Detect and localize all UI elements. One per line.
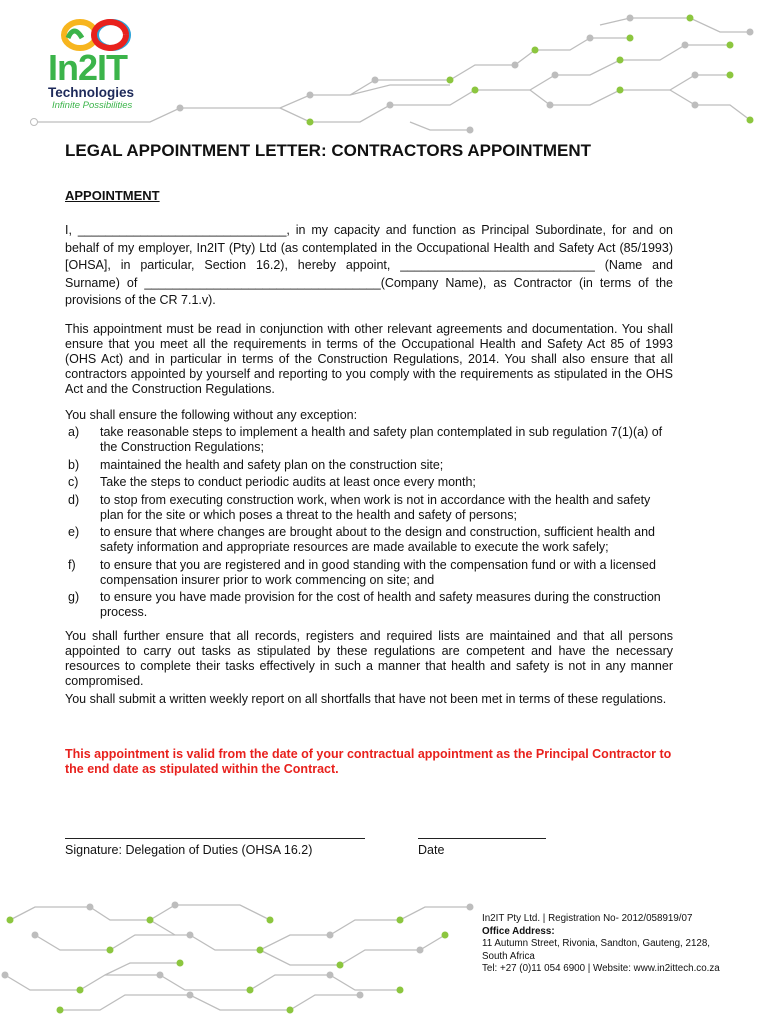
requirements-list: [65, 425, 673, 623]
list-item: [65, 493, 673, 523]
list-item: [65, 525, 673, 555]
list-item-text: to stop from executing construction work, when work is not in accordance with the health and safety plan for the site or which poses a threat to the health and safety of persons;: [100, 492, 651, 522]
list-item-text: to ensure that you are registered and in good standing with the compensation fund or with a licensed compensation insurer prior to work commencing on site; and: [100, 557, 656, 587]
list-item: [65, 475, 673, 490]
list-item-label: d): [68, 492, 80, 507]
signature-label: Signature: Delegation of Duties (OHSA 16.2): [65, 843, 313, 857]
list-item-label: a): [68, 425, 80, 439]
weekly-report-paragraph: You shall submit a written weekly report on all shortfalls that have not been met in terms of these regulations.: [65, 692, 667, 706]
list-item-label: g): [68, 590, 80, 604]
records-paragraph: You shall further ensure that all records, registers and required lists are maintained and that all persons appointed to carry out tasks as stipulated by these regulations are competent and have the necessary resources to complete their tasks effectively in such a manner that health and safety is not in any manner compromised.: [65, 629, 673, 688]
list-item: [65, 425, 673, 455]
list-item: [65, 458, 673, 473]
circuit-decoration-bottom: [0, 895, 480, 1024]
appointment-heading: APPOINTMENT: [65, 188, 160, 203]
list-item-label: e): [68, 525, 80, 539]
company-logo: [30, 18, 170, 130]
logo-tagline: Infinite Possibilities: [52, 100, 133, 111]
footer-registration: In2IT Pty Ltd. | Registration No- 2012/058919/07: [482, 913, 693, 924]
document-title: LEGAL APPOINTMENT LETTER: CONTRACTORS APPOINTMENT: [65, 141, 592, 160]
validity-notice: This appointment is valid from the date of your contractual appointment as the Principal Contractor to the end date as stipulated within the Contract.: [65, 747, 672, 776]
footer-contact: Tel: +27 (0)11 054 6900 | Website: www.in2ittech.co.za: [482, 963, 720, 974]
list-item-text: to ensure that where changes are brought about to the design and construction, sufficient health and safety information and appropriate resources are made available to execute the work safely;: [100, 525, 656, 554]
requirements-intro: You shall ensure the following without any exception:: [65, 408, 358, 422]
list-item-text: maintained the health and safety plan on the construction site;: [100, 457, 444, 472]
list-item-text: Take the steps to conduct periodic audits at least once every month;: [100, 475, 476, 489]
list-item-label: f): [68, 557, 76, 572]
date-line: [418, 838, 546, 839]
date-label: Date: [418, 843, 445, 857]
signature-line: [65, 838, 365, 839]
list-item-text: to ensure you have made provision for the cost of health and safety measures during the construction process.: [100, 590, 661, 619]
list-item-text: take reasonable steps to implement a health and safety plan contemplated in sub regulation 7(1)(a) of the Construction Regulations;: [100, 425, 663, 454]
list-item: [65, 590, 673, 620]
list-item: [65, 558, 673, 588]
appointment-paragraph: I, ______________________________, in my capacity and function as Principal Subordinate, for and on behalf of my employer, In2IT (Pty) Ltd (as contemplated in the Occupational Health and Safety Act (85/1993) [OHSA], in particular, Section 16.2), hereby appoint, ____________________________ (Name and Surname) of __________________________________(Company Name), as Contractor (in terms of the provisions of the CR 7.1.v).: [65, 223, 673, 307]
footer-address-line2: South Africa: [482, 950, 535, 962]
conjunction-paragraph: This appointment must be read in conjunction with other relevant agreements and documentation. You shall ensure that you meet all the requirements in terms of the Occupational Health and Safety Act 85 of 1993 (OHS Act) and in particular in terms of the Construction Regulations, 2014. You shall also ensure that all contractors appointed by yourself and reporting to you comply with the requirements as stipulated in the OHS Act and the Construction Regulations.: [65, 322, 673, 396]
footer-company-info: [482, 913, 762, 976]
footer-office-heading: Office Address:: [482, 925, 555, 937]
logo-subtitle: Technologies: [48, 85, 135, 100]
logo-wordmark: In2IT: [48, 47, 128, 88]
list-item-label: c): [68, 475, 79, 489]
list-item-label: b): [68, 457, 80, 472]
footer-address-line1: 11 Autumn Street, Rivonia, Sandton, Gauteng, 2128,: [482, 938, 711, 949]
